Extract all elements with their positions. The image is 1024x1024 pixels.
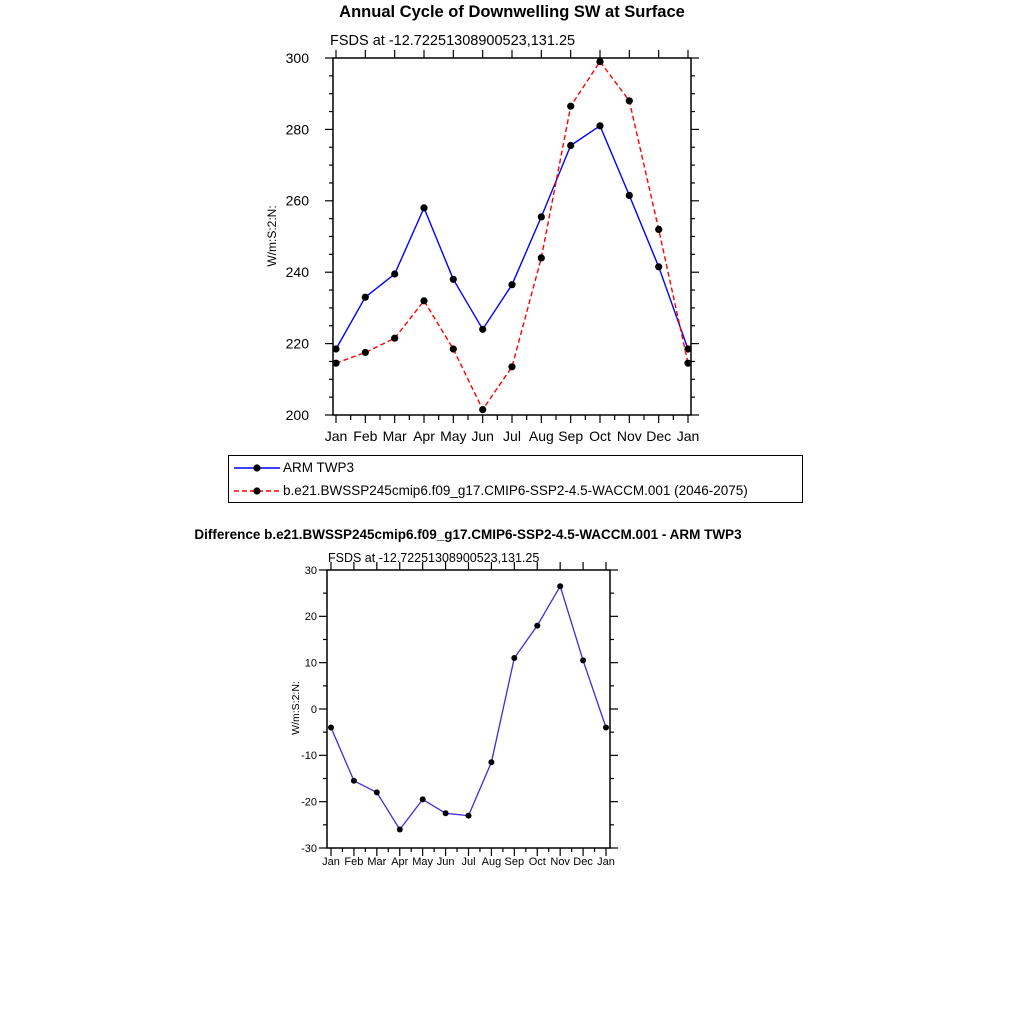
series-line-1: [336, 62, 688, 410]
data-point-marker: [466, 813, 472, 819]
data-point-marker: [362, 294, 369, 301]
data-point-marker: [655, 226, 662, 233]
data-point-marker: [450, 345, 457, 352]
y-tick-label: 0: [310, 703, 317, 716]
data-point-marker: [626, 97, 633, 104]
y-axis-ticks: [319, 570, 618, 848]
x-tick-label: Jan: [676, 428, 700, 444]
data-point-marker: [567, 103, 574, 110]
data-point-marker: [538, 213, 545, 220]
series-line-0: [331, 586, 606, 829]
y-tick-label: -10: [301, 750, 317, 763]
legend-item-1: [234, 480, 802, 502]
y-tick-label: 240: [285, 264, 309, 281]
data-point-marker: [450, 276, 457, 283]
data-point-marker: [626, 192, 633, 199]
data-point-marker: [420, 796, 426, 802]
x-tick-label: Apr: [413, 428, 435, 444]
x-tick-label: Nov: [616, 428, 642, 444]
x-tick-label: Oct: [589, 428, 611, 444]
bottom-chart-title: Difference b.e21.BWSSP245cmip6.f09_g17.CMIP6-SSP2-4.5-WACCM.001 - ARM TWP3: [194, 527, 742, 542]
x-tick-label: Jan: [597, 856, 615, 868]
legend-marker-dot: [253, 487, 260, 494]
data-point-marker: [557, 583, 563, 589]
x-axis-ticks: [331, 562, 606, 856]
x-tick-label: Jun: [436, 856, 455, 868]
bottom-chart-subtitle: FSDS at -12.72251308900523,131.25: [328, 551, 540, 565]
x-tick-label: Dec: [573, 856, 593, 868]
data-point-marker: [534, 623, 540, 629]
data-point-marker: [420, 204, 427, 211]
data-point-marker: [420, 297, 427, 304]
legend-label: b.e21.BWSSP245cmip6.f09_g17.CMIP6-SSP2-4.5-WACCM.001 (2046-2075): [283, 483, 748, 498]
data-point-marker: [332, 360, 339, 367]
x-tick-label: Jul: [503, 428, 521, 444]
y-tick-label: 10: [304, 657, 317, 670]
x-tick-label: May: [412, 856, 434, 868]
data-point-marker: [508, 281, 515, 288]
x-tick-label: Aug: [481, 856, 502, 868]
data-point-marker: [511, 655, 517, 661]
series-markers-1: [332, 58, 691, 413]
legend-label: ARM TWP3: [283, 460, 355, 475]
y-tick-label: -30: [301, 842, 317, 855]
data-point-marker: [580, 657, 586, 663]
x-tick-label: Jun: [471, 428, 494, 444]
data-point-marker: [351, 778, 357, 784]
x-tick-label: Apr: [391, 856, 409, 868]
chart-1: [301, 562, 618, 868]
data-point-marker: [397, 827, 403, 833]
top-chart-y-axis-label: W/m:S:2:N:: [265, 205, 279, 267]
x-tick-label: Jan: [324, 428, 348, 444]
legend-solid-line-sample: [234, 462, 280, 474]
legend-marker-dot: [253, 464, 260, 471]
data-point-marker: [479, 326, 486, 333]
series-line-0: [336, 126, 688, 349]
y-tick-label: 300: [285, 49, 309, 66]
data-point-marker: [655, 263, 662, 270]
x-tick-label: Oct: [528, 856, 546, 868]
legend-dashed-line-sample: [234, 485, 280, 497]
data-point-marker: [603, 725, 609, 731]
x-tick-label: Feb: [344, 856, 364, 868]
top-chart-subtitle: FSDS at -12.72251308900523,131.25: [330, 33, 576, 49]
data-point-marker: [479, 406, 486, 413]
x-tick-label: Jan: [322, 856, 340, 868]
bottom-chart-y-axis-label: W/m:S:2:N:: [290, 681, 302, 735]
data-point-marker: [488, 759, 494, 765]
x-tick-label: Sep: [504, 856, 525, 868]
data-point-marker: [538, 254, 545, 261]
y-tick-label: 260: [285, 192, 309, 209]
legend-item-0: [234, 457, 802, 479]
x-tick-label: May: [440, 428, 467, 444]
x-tick-label: Jul: [461, 856, 476, 868]
y-tick-label: 280: [285, 121, 309, 138]
x-tick-label: Mar: [382, 428, 407, 444]
legend-box: [228, 455, 803, 503]
data-point-marker: [508, 363, 515, 370]
data-point-marker: [362, 349, 369, 356]
series-markers-0: [332, 122, 691, 352]
y-axis-ticks: [325, 58, 699, 415]
x-tick-label: Nov: [550, 856, 570, 868]
y-tick-label: -20: [301, 796, 317, 809]
data-point-marker: [328, 725, 334, 731]
data-point-marker: [596, 58, 603, 65]
x-tick-label: Aug: [528, 428, 554, 444]
chart-0: [286, 50, 700, 444]
x-tick-label: Feb: [353, 428, 378, 444]
y-tick-label: 20: [304, 611, 317, 624]
data-point-marker: [374, 789, 380, 795]
data-point-marker: [391, 270, 398, 277]
data-point-marker: [443, 810, 449, 816]
x-tick-label: Sep: [558, 428, 584, 444]
y-tick-label: 220: [285, 335, 309, 352]
x-tick-label: Dec: [646, 428, 672, 444]
y-tick-label: 30: [304, 564, 317, 577]
data-point-marker: [596, 122, 603, 129]
plot-frame: [333, 58, 691, 415]
data-point-marker: [684, 360, 691, 367]
data-point-marker: [567, 142, 574, 149]
data-point-marker: [391, 335, 398, 342]
data-point-marker: [332, 345, 339, 352]
top-chart-title: Annual Cycle of Downwelling SW at Surface: [339, 3, 685, 21]
series-markers-0: [328, 583, 609, 832]
y-tick-label: 200: [285, 406, 309, 423]
x-tick-label: Mar: [367, 856, 387, 868]
